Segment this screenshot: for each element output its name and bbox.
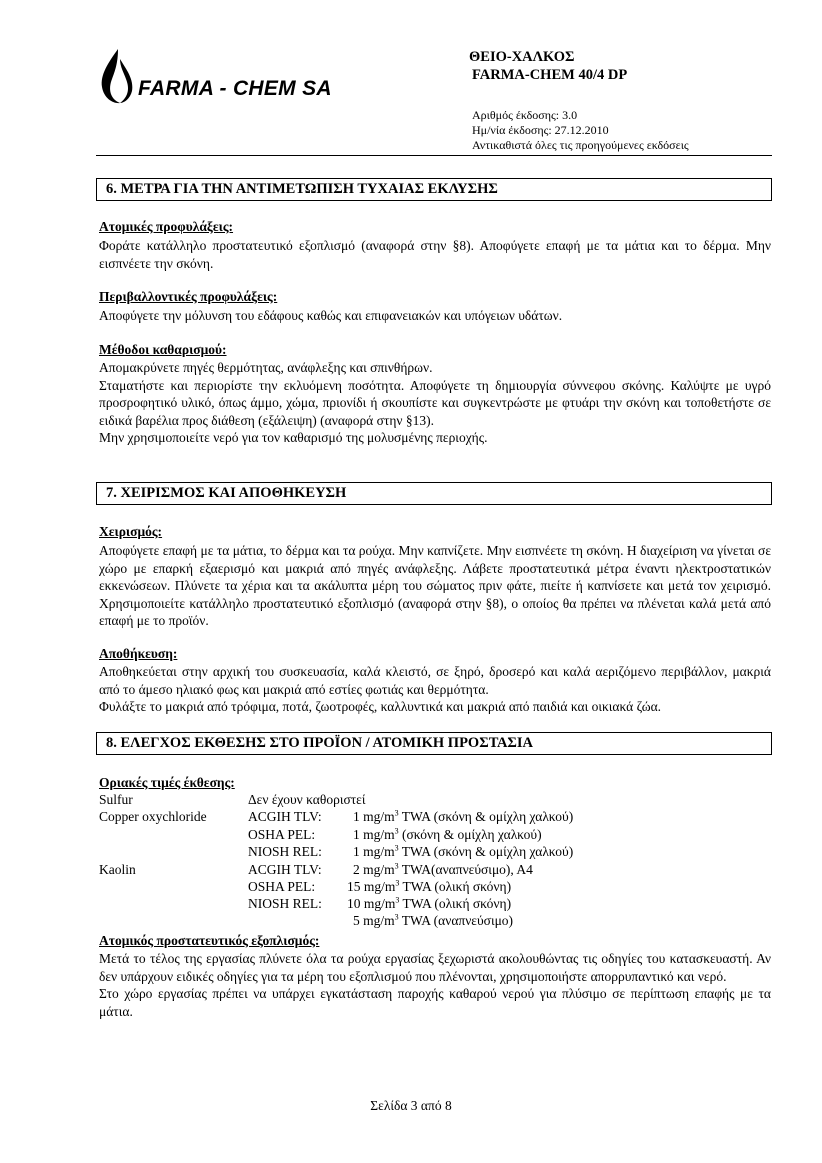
issue-date: Ημ/νία έκδοσης: 27.12.2010	[472, 123, 609, 137]
copper-acgih-label: ACGIH TLV:	[248, 809, 322, 824]
environmental-precautions-paragraph: Αποφύγετε την μόλυνση του εδάφους καθώς και επιφανειακών και υπόγειων υδάτων.	[99, 308, 563, 323]
handling-heading: Χειρισμός:	[99, 524, 163, 539]
environmental-precautions-heading: Περιβαλλοντικές προφυλάξεις:	[99, 289, 278, 304]
copper-osha-num: 1 mg/m	[353, 827, 395, 842]
kaolin-niosh2-desc: TWA (αναπνεύσιμο)	[398, 913, 514, 928]
copper-niosh-num: 1 mg/m	[353, 844, 395, 859]
section-7-title-text: 7. ΧΕΙΡΙΣΜΟΣ ΚΑΙ ΑΠΟΘΗΚΕΥΣΗ	[106, 485, 347, 501]
supersedes-note: Αντικαθιστά όλες τις προηγούμενες εκδόσεις	[472, 138, 689, 152]
ppe-paragraph-1: Μετά το τέλος της εργασίας πλύνετε όλα τα ρούχα εργασίας ξεχωριστά ακολουθώντας τις οδηγίες του κατασκευαστή. Αν δεν υπάρχουν ειδικές οδηγίες για τα μέρη του εξοπλισμού που πλένονται, χρησιμοποιήστε απορρυπαντικό και νερό.	[99, 951, 771, 984]
header-divider	[96, 155, 772, 156]
copper-label: Copper oxychloride	[99, 809, 207, 824]
cleanup-paragraph-2: Σταματήστε και περιορίστε την εκλυόμενη ποσότητα. Αποφύγετε τη δημιουργία σύννεφου σκόνης. Καλύψτε με υγρό προσροφητικό υλικό, όπως άμμο, χώμα, πριονίδι ή σκουπίστε και συγκεντρώστε με φτυάρι την σκόνη και τοποθετήστε σε ειδικά βαρέλια προς διάθεση (εξάλειψη) (αναφορά στην §13).	[99, 377, 771, 428]
sulfur-label: Sulfur	[99, 792, 133, 807]
version-number: Αριθμός έκδοσης: 3.0	[472, 108, 578, 122]
kaolin-osha-label: OSHA PEL:	[248, 879, 316, 894]
copper-osha-value	[353, 827, 542, 843]
flame-leaf-icon	[98, 47, 138, 105]
copper-niosh-value	[353, 844, 573, 860]
superscript: 3	[394, 912, 399, 922]
personal-precautions-text	[99, 237, 771, 272]
section-8-title	[96, 732, 772, 755]
kaolin-osha-desc: TWA (ολική σκόνη)	[399, 879, 512, 894]
kaolin-niosh-value-2	[353, 913, 513, 929]
cleanup-methods-text	[99, 359, 771, 447]
page-number: Σελίδα 3 από 8	[370, 1098, 452, 1113]
company-logo	[98, 47, 348, 107]
cleanup-paragraph-3: Μην χρησιμοποιείτε νερό για τον καθαρισμό της μολυσμένης περιοχής.	[99, 430, 488, 445]
personal-precautions-heading: Ατομικές προφυλάξεις:	[99, 219, 234, 234]
section-6-title-text: 6. ΜΕΤΡΑ ΓΙΑ ΤΗΝ ΑΝΤΙΜΕΤΩΠΙΣΗ ΤΥΧΑΙΑΣ ΕΚΛΥΣΗΣ	[106, 181, 498, 197]
ppe-paragraph-2: Στο χώρο εργασίας πρέπει να υπάρχει εγκατάσταση παροχής καθαρού νερού για πλύσιμο σε περίπτωση επαφής με τα μάτια.	[99, 986, 771, 1019]
handling-paragraph: Αποφύγετε επαφή με τα μάτια, το δέρμα και τα ρούχα. Μην καπνίζετε. Μην εισπνέετε τη σκόνη. Η διαχείριση να γίνεται σε χώρο με επαρκή εξαερισμό και μακριά από πηγές ανάφλεξης. Λάβετε προστατευτικά μέτρα έναντι ηλεκτροστατικών εκκενώσεων. Πλύνετε τα χέρια και τα ακάλυπτα μέρη του σώματος πριν φάτε, πιείτε ή καπνίσετε και μετά τον χειρισμό. Χρησιμοποιείτε κατάλληλο προστατευτικό εξοπλισμό (αναφορά στην §8), ο οποίος θα πρέπει να πλένεται καλά μετά από επαφή με το προϊόν.	[99, 543, 771, 628]
personal-precautions-paragraph: Φοράτε κατάλληλο προστατευτικό εξοπλισμό (αναφορά στην §8). Αποφύγετε επαφή με τα μάτια και το δέρμα. Μην εισπνέετε την σκόνη.	[99, 238, 771, 271]
section-8-title-text: 8. ΕΛΕΓΧΟΣ ΕΚΘΕΣΗΣ ΣΤΟ ΠΡΟΪΟΝ / ΑΤΟΜΙΚΗ ΠΡΟΣΤΑΣΙΑ	[106, 735, 534, 751]
superscript: 3	[394, 861, 399, 871]
kaolin-niosh-desc: TWA (ολική σκόνη)	[399, 896, 512, 911]
kaolin-niosh-num: 10 mg/m	[347, 896, 396, 911]
product-name-line1: ΘΕΙΟ-ΧΑΛΚΟΣ	[469, 49, 575, 65]
copper-acgih-desc: TWA (σκόνη & ομίχλη χαλκού)	[398, 809, 574, 824]
copper-osha-label: OSHA PEL:	[248, 827, 316, 842]
superscript: 3	[394, 826, 399, 836]
copper-osha-desc: (σκόνη & ομίχλη χαλκού)	[398, 827, 542, 842]
copper-niosh-desc: TWA (σκόνη & ομίχλη χαλκού)	[398, 844, 574, 859]
storage-paragraph-2: Φυλάξτε το μακριά από τρόφιμα, ποτά, ζωοτροφές, καλλυντικά και μακριά από παιδιά και οικιακά ζώα.	[99, 699, 662, 714]
handling-text	[99, 542, 771, 630]
sulfur-value: Δεν έχουν καθοριστεί	[248, 792, 366, 807]
environmental-precautions-text	[99, 307, 771, 325]
exposure-limits-heading: Οριακές τιμές έκθεσης:	[99, 775, 235, 790]
cleanup-methods-heading: Μέθοδοι καθαρισμού:	[99, 342, 227, 357]
storage-text	[99, 663, 771, 716]
storage-heading: Αποθήκευση:	[99, 646, 178, 661]
kaolin-niosh-value	[347, 896, 511, 912]
copper-acgih-num: 1 mg/m	[353, 809, 395, 824]
kaolin-acgih-value	[353, 862, 533, 878]
cleanup-paragraph-1: Απομακρύνετε πηγές θερμότητας, ανάφλεξης και σπινθήρων.	[99, 360, 433, 375]
superscript: 3	[395, 878, 400, 888]
storage-paragraph-1: Αποθηκεύεται στην αρχική του συσκευασία, καλά κλειστό, σε ξηρό, δροσερό και καλά αεριζόμενο περιβάλλον, μακριά από το άμεσο ηλιακό φως και μακριά από εστίες φωτιάς και θερμότητα.	[99, 664, 771, 697]
ppe-heading: Ατομικός προστατευτικός εξοπλισμός:	[99, 933, 320, 948]
copper-acgih-value	[353, 809, 573, 825]
kaolin-niosh-label: NIOSH REL:	[248, 896, 322, 911]
ppe-text	[99, 950, 771, 1020]
superscript: 3	[394, 808, 399, 818]
section-6-title	[96, 178, 772, 201]
superscript: 3	[394, 843, 399, 853]
kaolin-label: Kaolin	[99, 862, 136, 877]
kaolin-acgih-desc: TWA(αναπνεύσιμο), A4	[398, 862, 533, 877]
product-name-line2: FARMA-CHEM 40/4 DP	[472, 67, 628, 83]
version-info	[472, 108, 689, 153]
kaolin-acgih-num: 2 mg/m	[353, 862, 395, 877]
company-name: FARMA - CHEM SA	[138, 77, 332, 100]
superscript: 3	[395, 895, 400, 905]
kaolin-niosh2-num: 5 mg/m	[353, 913, 395, 928]
section-7-title	[96, 482, 772, 505]
kaolin-osha-value	[347, 879, 511, 895]
kaolin-osha-num: 15 mg/m	[347, 879, 396, 894]
kaolin-acgih-label: ACGIH TLV:	[248, 862, 322, 877]
copper-niosh-label: NIOSH REL:	[248, 844, 322, 859]
